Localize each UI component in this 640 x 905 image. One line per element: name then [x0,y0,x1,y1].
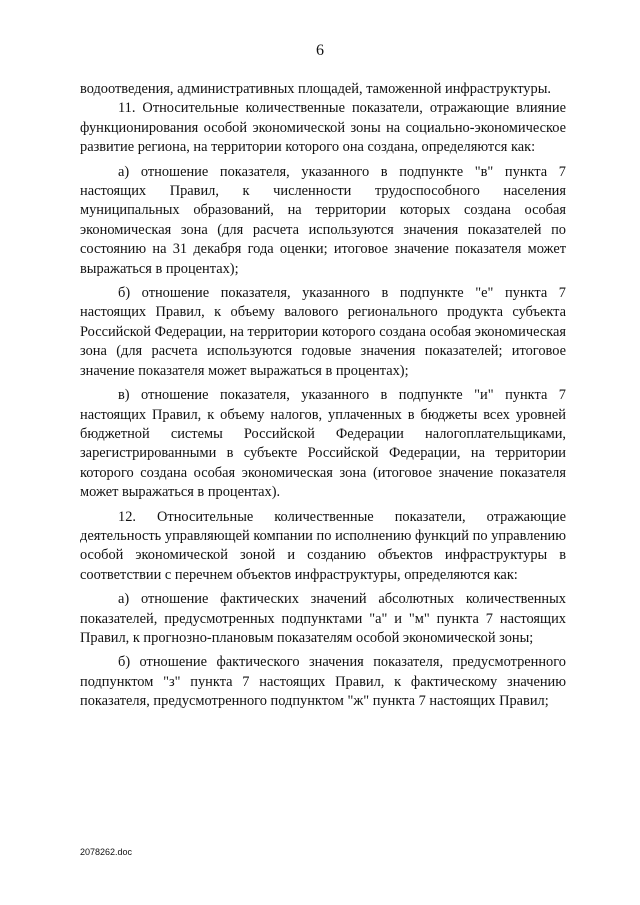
page-number: 6 [316,42,324,59]
document-body [80,80,566,712]
paragraph-continuation: водоотведения, административных площадей, таможенной инфраструктуры. [80,81,551,97]
paragraph-item-11a: а) отношение показателя, указанного в подпункте "в" пункта 7 настоящих Правил, к численности трудоспособного населения муниципальных образований, на территории которых создана особая экономическая зона (для расчета используются значения показателей по состоянию на 31 декабря года оценки; итоговое значение показателя может выражаться в процентах); [80,163,566,277]
paragraph-item-11b: б) отношение показателя, указанного в подпункте "е" пункта 7 настоящих Правил, к объему валового регионального продукта субъекта Российской Федерации, на территории которого создана особая экономическая зона (для расчета используются годовые значения показателей; итоговое значение показателя может выражаться в процентах); [80,285,566,379]
paragraph-item-12b: б) отношение фактического значения показателя, предусмотренного подпунктом "з" пункта 7 настоящих Правил, к фактическому значению показателя, предусмотренного подпунктом "ж" пункта 7 настоящих Правил; [80,654,566,710]
paragraph-item-11v: в) отношение показателя, указанного в подпункте "и" пункта 7 настоящих Правил, к объему налогов, уплаченных в бюджеты всех уровней бюджетной системы Российской Федерации налогоплательщиками, зарегистрированными в субъекте Российской Федерации, на территории которого создана особая экономическая зона (итоговое значение показателя может выражаться в процентах). [80,387,566,501]
footer-filename: 2078262.doc [80,847,133,857]
paragraph-item-12a: а) отношение фактических значений абсолютных количественных показателей, предусмотренных подпунктами "а" и "м" пункта 7 настоящих Правил, к прогнозно-плановым показателям особой экономической зоны; [80,591,566,646]
paragraph-item-12: 12. Относительные количественные показатели, отражающие деятельность управляющей компании по исполнению функций по управлению особой экономической зоной и созданию объектов инфраструктуры в соответствии с перечнем объектов инфраструктуры, определяются как: [80,508,566,583]
paragraph-item-11: 11. Относительные количественные показатели, отражающие влияние функционирования особой экономической зоны на социально-экономическое развитие региона, на территории которого она создана, определяются как: [80,100,566,156]
